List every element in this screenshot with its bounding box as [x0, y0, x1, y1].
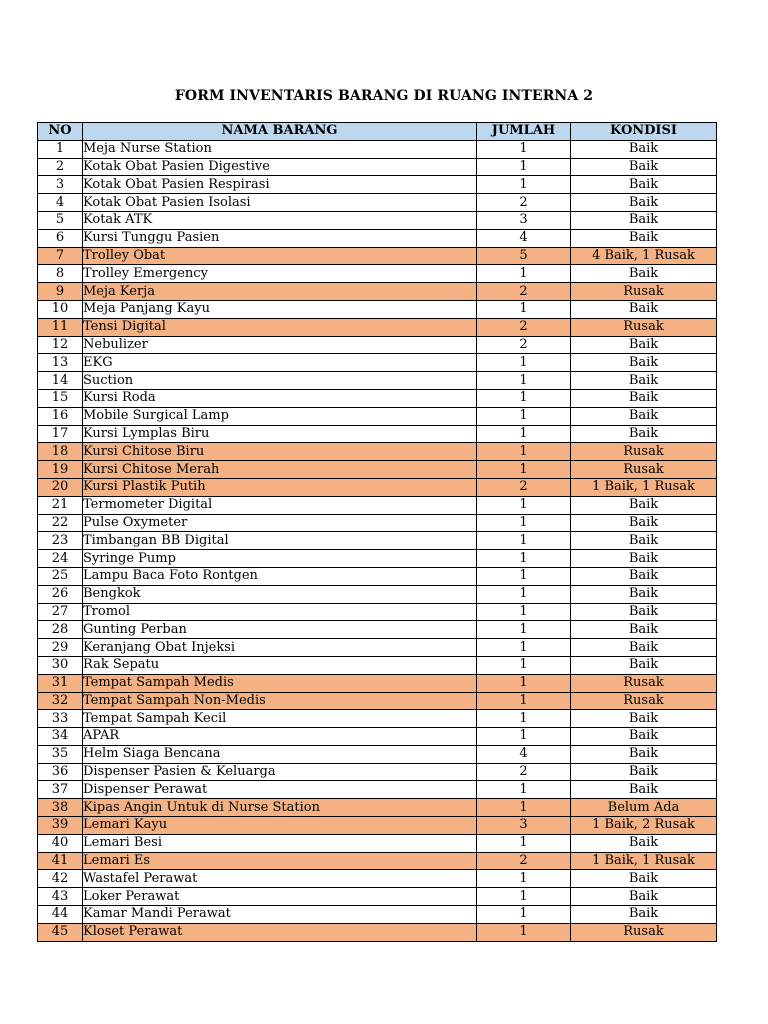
row-no: 31: [38, 674, 83, 692]
table-row: [38, 372, 717, 390]
row-nama-barang: Meja Nurse Station: [83, 140, 477, 158]
row-kondisi: Rusak: [571, 461, 717, 479]
row-no: 28: [38, 621, 83, 639]
row-nama-barang: Lampu Baca Foto Rontgen: [83, 567, 477, 585]
row-kondisi: Baik: [571, 550, 717, 568]
row-kondisi: Baik: [571, 763, 717, 781]
document-title: FORM INVENTARIS BARANG DI RUANG INTERNA 2: [174, 88, 594, 104]
row-nama-barang: Lemari Besi: [83, 834, 477, 852]
row-jumlah: 1: [477, 514, 571, 532]
row-kondisi: Baik: [571, 158, 717, 176]
row-jumlah: 5: [477, 247, 571, 265]
table-row: [38, 567, 717, 585]
row-nama-barang: Wastafel Perawat: [83, 870, 477, 888]
row-jumlah: 1: [477, 443, 571, 461]
row-kondisi: Baik: [571, 532, 717, 550]
table-row: [38, 443, 717, 461]
row-nama-barang: EKG: [83, 354, 477, 372]
row-no: 36: [38, 763, 83, 781]
row-kondisi: Rusak: [571, 443, 717, 461]
table-row: [38, 817, 717, 835]
row-no: 22: [38, 514, 83, 532]
table-row: [38, 265, 717, 283]
row-no: 24: [38, 550, 83, 568]
row-jumlah: 1: [477, 354, 571, 372]
row-kondisi: Rusak: [571, 318, 717, 336]
row-nama-barang: Pulse Oxymeter: [83, 514, 477, 532]
row-no: 42: [38, 870, 83, 888]
table-row: [38, 710, 717, 728]
table-row: [38, 728, 717, 746]
header-kondisi: KONDISI: [571, 123, 717, 141]
row-no: 26: [38, 585, 83, 603]
table-row: [38, 478, 717, 496]
row-nama-barang: Helm Siaga Bencana: [83, 745, 477, 763]
row-kondisi: Rusak: [571, 923, 717, 941]
row-jumlah: 2: [477, 763, 571, 781]
row-nama-barang: Dispenser Pasien & Keluarga: [83, 763, 477, 781]
row-nama-barang: Trolley Emergency: [83, 265, 477, 283]
row-nama-barang: Kloset Perawat: [83, 923, 477, 941]
row-jumlah: 1: [477, 710, 571, 728]
row-kondisi: Baik: [571, 194, 717, 212]
row-kondisi: 1 Baik, 1 Rusak: [571, 852, 717, 870]
row-jumlah: 1: [477, 834, 571, 852]
table-header-row: [38, 123, 717, 141]
row-jumlah: 1: [477, 603, 571, 621]
row-jumlah: 1: [477, 567, 571, 585]
row-no: 9: [38, 283, 83, 301]
row-jumlah: 2: [477, 283, 571, 301]
row-nama-barang: Meja Kerja: [83, 283, 477, 301]
row-no: 39: [38, 817, 83, 835]
row-kondisi: Baik: [571, 372, 717, 390]
row-jumlah: 2: [477, 318, 571, 336]
row-nama-barang: Meja Panjang Kayu: [83, 300, 477, 318]
row-no: 2: [38, 158, 83, 176]
row-kondisi: Baik: [571, 265, 717, 283]
row-no: 3: [38, 176, 83, 194]
table-row: [38, 603, 717, 621]
table-row: [38, 763, 717, 781]
row-jumlah: 1: [477, 550, 571, 568]
row-kondisi: Baik: [571, 389, 717, 407]
row-nama-barang: Kotak Obat Pasien Isolasi: [83, 194, 477, 212]
row-kondisi: Baik: [571, 870, 717, 888]
row-nama-barang: Lemari Kayu: [83, 817, 477, 835]
table-row: [38, 176, 717, 194]
row-kondisi: Baik: [571, 888, 717, 906]
row-jumlah: 1: [477, 389, 571, 407]
row-kondisi: Baik: [571, 354, 717, 372]
row-no: 12: [38, 336, 83, 354]
inventory-table-body: [38, 140, 717, 941]
row-kondisi: Baik: [571, 425, 717, 443]
row-kondisi: Baik: [571, 781, 717, 799]
table-row: [38, 923, 717, 941]
row-kondisi: Baik: [571, 603, 717, 621]
table-row: [38, 389, 717, 407]
row-kondisi: Baik: [571, 656, 717, 674]
row-jumlah: 1: [477, 728, 571, 746]
header-no: NO: [38, 123, 83, 141]
row-jumlah: 2: [477, 478, 571, 496]
row-kondisi: Baik: [571, 176, 717, 194]
table-row: [38, 639, 717, 657]
row-jumlah: 2: [477, 194, 571, 212]
table-row: [38, 674, 717, 692]
row-no: 14: [38, 372, 83, 390]
row-nama-barang: Kotak Obat Pasien Digestive: [83, 158, 477, 176]
row-jumlah: 1: [477, 781, 571, 799]
row-nama-barang: Tempat Sampah Medis: [83, 674, 477, 692]
row-nama-barang: APAR: [83, 728, 477, 746]
row-no: 38: [38, 799, 83, 817]
row-no: 11: [38, 318, 83, 336]
row-kondisi: Baik: [571, 906, 717, 924]
table-row: [38, 354, 717, 372]
row-jumlah: 1: [477, 176, 571, 194]
row-no: 1: [38, 140, 83, 158]
table-row: [38, 158, 717, 176]
row-jumlah: 2: [477, 336, 571, 354]
row-jumlah: 1: [477, 585, 571, 603]
table-row: [38, 852, 717, 870]
row-no: 8: [38, 265, 83, 283]
row-nama-barang: Dispenser Perawat: [83, 781, 477, 799]
row-jumlah: 1: [477, 692, 571, 710]
row-nama-barang: Kamar Mandi Perawat: [83, 906, 477, 924]
row-no: 23: [38, 532, 83, 550]
row-kondisi: Baik: [571, 496, 717, 514]
row-jumlah: 1: [477, 140, 571, 158]
row-jumlah: 1: [477, 639, 571, 657]
row-nama-barang: Gunting Perban: [83, 621, 477, 639]
row-kondisi: Baik: [571, 407, 717, 425]
row-jumlah: 1: [477, 425, 571, 443]
row-kondisi: Baik: [571, 745, 717, 763]
row-kondisi: Baik: [571, 140, 717, 158]
row-kondisi: Baik: [571, 336, 717, 354]
row-jumlah: 2: [477, 852, 571, 870]
row-no: 29: [38, 639, 83, 657]
table-row: [38, 140, 717, 158]
row-jumlah: 1: [477, 888, 571, 906]
table-row: [38, 247, 717, 265]
row-kondisi: Rusak: [571, 674, 717, 692]
row-nama-barang: Tempat Sampah Kecil: [83, 710, 477, 728]
table-row: [38, 336, 717, 354]
row-nama-barang: Tromol: [83, 603, 477, 621]
table-row: [38, 692, 717, 710]
table-row: [38, 745, 717, 763]
table-row: [38, 461, 717, 479]
table-row: [38, 318, 717, 336]
row-nama-barang: Nebulizer: [83, 336, 477, 354]
row-no: 45: [38, 923, 83, 941]
row-no: 19: [38, 461, 83, 479]
table-row: [38, 514, 717, 532]
row-nama-barang: Tempat Sampah Non-Medis: [83, 692, 477, 710]
table-row: [38, 532, 717, 550]
row-no: 35: [38, 745, 83, 763]
row-no: 6: [38, 229, 83, 247]
table-row: [38, 496, 717, 514]
row-jumlah: 1: [477, 300, 571, 318]
row-no: 30: [38, 656, 83, 674]
table-row: [38, 407, 717, 425]
row-nama-barang: Keranjang Obat Injeksi: [83, 639, 477, 657]
row-nama-barang: Kursi Roda: [83, 389, 477, 407]
table-row: [38, 211, 717, 229]
row-kondisi: Baik: [571, 834, 717, 852]
row-kondisi: Baik: [571, 621, 717, 639]
row-kondisi: 1 Baik, 1 Rusak: [571, 478, 717, 496]
row-kondisi: Baik: [571, 514, 717, 532]
row-kondisi: 4 Baik, 1 Rusak: [571, 247, 717, 265]
row-nama-barang: Suction: [83, 372, 477, 390]
table-row: [38, 834, 717, 852]
row-kondisi: Baik: [571, 710, 717, 728]
table-row: [38, 781, 717, 799]
row-no: 5: [38, 211, 83, 229]
row-nama-barang: Kipas Angin Untuk di Nurse Station: [83, 799, 477, 817]
row-kondisi: Baik: [571, 728, 717, 746]
row-nama-barang: Mobile Surgical Lamp: [83, 407, 477, 425]
row-nama-barang: Kursi Chitose Merah: [83, 461, 477, 479]
header-nama-barang: NAMA BARANG: [83, 123, 477, 141]
row-no: 18: [38, 443, 83, 461]
row-nama-barang: Loker Perawat: [83, 888, 477, 906]
row-nama-barang: Kotak ATK: [83, 211, 477, 229]
header-jumlah: JUMLAH: [477, 123, 571, 141]
table-row: [38, 300, 717, 318]
row-nama-barang: Rak Sepatu: [83, 656, 477, 674]
row-no: 34: [38, 728, 83, 746]
row-nama-barang: Kursi Chitose Biru: [83, 443, 477, 461]
row-kondisi: Baik: [571, 300, 717, 318]
table-row: [38, 229, 717, 247]
row-no: 27: [38, 603, 83, 621]
row-kondisi: Baik: [571, 229, 717, 247]
row-no: 40: [38, 834, 83, 852]
row-no: 17: [38, 425, 83, 443]
row-no: 25: [38, 567, 83, 585]
row-nama-barang: Kursi Lymplas Biru: [83, 425, 477, 443]
row-kondisi: Baik: [571, 639, 717, 657]
row-no: 43: [38, 888, 83, 906]
row-jumlah: 1: [477, 461, 571, 479]
row-no: 20: [38, 478, 83, 496]
row-no: 10: [38, 300, 83, 318]
row-no: 4: [38, 194, 83, 212]
row-nama-barang: Timbangan BB Digital: [83, 532, 477, 550]
table-row: [38, 888, 717, 906]
row-no: 21: [38, 496, 83, 514]
row-jumlah: 1: [477, 674, 571, 692]
row-jumlah: 1: [477, 621, 571, 639]
row-nama-barang: Termometer Digital: [83, 496, 477, 514]
row-jumlah: 1: [477, 656, 571, 674]
row-jumlah: 1: [477, 407, 571, 425]
table-row: [38, 656, 717, 674]
row-no: 32: [38, 692, 83, 710]
row-kondisi: Baik: [571, 585, 717, 603]
table-row: [38, 550, 717, 568]
row-nama-barang: Bengkok: [83, 585, 477, 603]
row-kondisi: Baik: [571, 211, 717, 229]
row-nama-barang: Kotak Obat Pasien Respirasi: [83, 176, 477, 194]
table-row: [38, 621, 717, 639]
row-kondisi: Belum Ada: [571, 799, 717, 817]
table-row: [38, 870, 717, 888]
row-jumlah: 3: [477, 211, 571, 229]
row-jumlah: 1: [477, 158, 571, 176]
table-row: [38, 799, 717, 817]
row-nama-barang: Kursi Plastik Putih: [83, 478, 477, 496]
row-no: 13: [38, 354, 83, 372]
table-row: [38, 585, 717, 603]
table-row: [38, 906, 717, 924]
row-no: 44: [38, 906, 83, 924]
row-kondisi: Baik: [571, 567, 717, 585]
row-jumlah: 1: [477, 496, 571, 514]
row-kondisi: Rusak: [571, 692, 717, 710]
row-jumlah: 4: [477, 745, 571, 763]
row-jumlah: 1: [477, 799, 571, 817]
row-nama-barang: Kursi Tunggu Pasien: [83, 229, 477, 247]
table-row: [38, 425, 717, 443]
row-no: 15: [38, 389, 83, 407]
row-jumlah: 1: [477, 923, 571, 941]
row-no: 16: [38, 407, 83, 425]
row-jumlah: 1: [477, 372, 571, 390]
row-nama-barang: Lemari Es: [83, 852, 477, 870]
row-kondisi: 1 Baik, 2 Rusak: [571, 817, 717, 835]
inventory-table: [37, 122, 717, 942]
row-no: 37: [38, 781, 83, 799]
table-row: [38, 194, 717, 212]
row-nama-barang: Syringe Pump: [83, 550, 477, 568]
row-no: 7: [38, 247, 83, 265]
row-nama-barang: Trolley Obat: [83, 247, 477, 265]
row-jumlah: 1: [477, 532, 571, 550]
row-jumlah: 1: [477, 906, 571, 924]
row-jumlah: 1: [477, 265, 571, 283]
row-jumlah: 3: [477, 817, 571, 835]
row-no: 33: [38, 710, 83, 728]
row-kondisi: Rusak: [571, 283, 717, 301]
row-jumlah: 1: [477, 870, 571, 888]
row-jumlah: 4: [477, 229, 571, 247]
row-nama-barang: Tensi Digital: [83, 318, 477, 336]
table-row: [38, 283, 717, 301]
row-no: 41: [38, 852, 83, 870]
